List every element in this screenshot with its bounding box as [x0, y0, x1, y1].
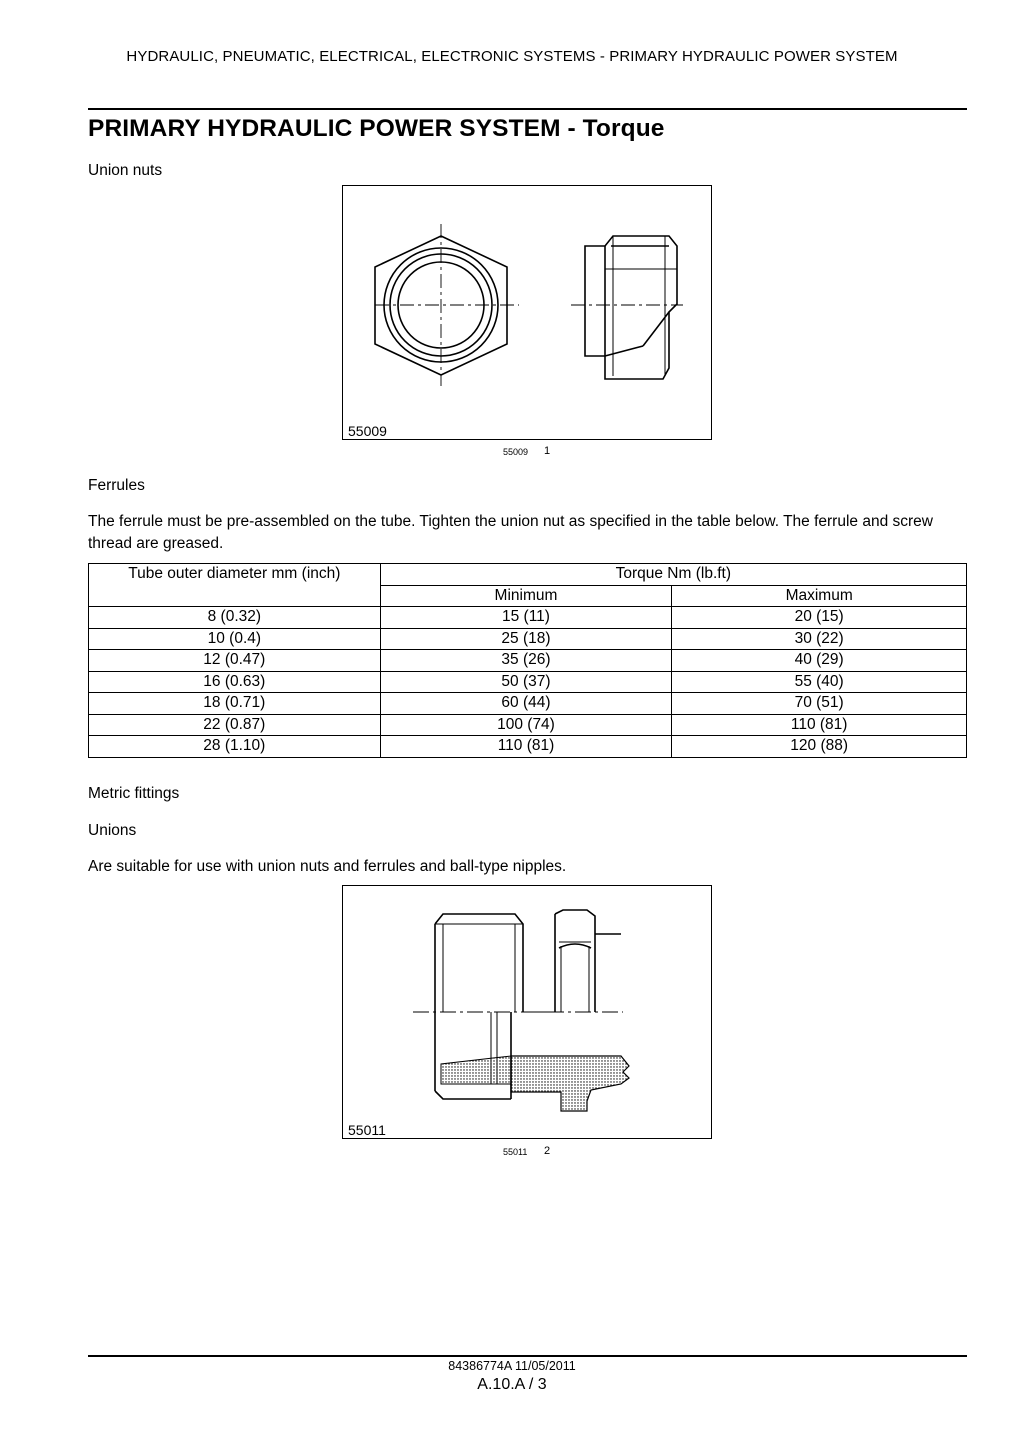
page-title: PRIMARY HYDRAULIC POWER SYSTEM - Torque	[88, 115, 665, 142]
figure-caption-code: 55009	[503, 447, 529, 457]
table-row	[89, 650, 967, 672]
cell-tube: 28 (1.10)	[89, 736, 381, 758]
unions-heading: Unions	[88, 822, 137, 839]
torque-table	[88, 563, 967, 758]
cell-tube: 8 (0.32)	[89, 607, 381, 629]
header-rule	[88, 108, 967, 110]
cell-max: 110 (81)	[672, 714, 967, 736]
cell-min: 15 (11)	[380, 607, 672, 629]
cell-min: 25 (18)	[380, 628, 672, 650]
union-fitting-drawing	[343, 886, 711, 1138]
cell-tube: 22 (0.87)	[89, 714, 381, 736]
table-row	[89, 671, 967, 693]
cell-min: 50 (37)	[380, 671, 672, 693]
table-row	[89, 693, 967, 715]
table-row	[89, 714, 967, 736]
cell-tube: 18 (0.71)	[89, 693, 381, 715]
cell-max: 70 (51)	[672, 693, 967, 715]
cell-tube: 10 (0.4)	[89, 628, 381, 650]
table-row	[89, 736, 967, 758]
cell-tube: 12 (0.47)	[89, 650, 381, 672]
union-nut-drawing	[343, 186, 711, 439]
cell-max: 55 (40)	[672, 671, 967, 693]
figure-union-nut	[342, 185, 712, 440]
col-header-max: Maximum	[672, 585, 967, 607]
ferrules-heading: Ferrules	[88, 477, 145, 494]
figure-number: 1	[544, 445, 551, 457]
running-header: HYDRAULIC, PNEUMATIC, ELECTRICAL, ELECTRONIC SYSTEMS - PRIMARY HYDRAULIC POWER SYSTEM	[126, 48, 898, 65]
figure-caption-code: 55011	[503, 1147, 528, 1157]
col-header-torque: Torque Nm (lb.ft)	[380, 564, 966, 586]
cell-max: 20 (15)	[672, 607, 967, 629]
metric-fittings-heading: Metric fittings	[88, 785, 180, 802]
table-row	[89, 628, 967, 650]
cell-max: 30 (22)	[672, 628, 967, 650]
cell-min: 110 (81)	[380, 736, 672, 758]
footer-rule	[88, 1355, 967, 1357]
col-header-min: Minimum	[380, 585, 672, 607]
figure-code: 55009	[348, 423, 387, 439]
cell-max: 120 (88)	[672, 736, 967, 758]
figure-code: 55011	[348, 1122, 386, 1138]
cell-tube: 16 (0.63)	[89, 671, 381, 693]
cell-max: 40 (29)	[672, 650, 967, 672]
table-row	[89, 607, 967, 629]
ferrules-paragraph: The ferrule must be pre-assembled on the tube. Tighten the union nut as specified in the table below. The ferrule and screw thread are greased.	[88, 513, 933, 552]
footer-page-ref: A.10.A / 3	[477, 1376, 547, 1393]
footer-doc-code: 84386774A 11/05/2011	[448, 1359, 576, 1373]
cell-min: 35 (26)	[380, 650, 672, 672]
col-header-tube: Tube outer diameter mm (inch)	[89, 564, 381, 607]
union-nuts-heading: Union nuts	[88, 162, 163, 179]
cell-min: 100 (74)	[380, 714, 672, 736]
figure-number: 2	[544, 1145, 551, 1157]
cell-min: 60 (44)	[380, 693, 672, 715]
figure-union-fitting	[342, 885, 712, 1139]
unions-paragraph: Are suitable for use with union nuts and ferrules and ball-type nipples.	[88, 858, 567, 875]
